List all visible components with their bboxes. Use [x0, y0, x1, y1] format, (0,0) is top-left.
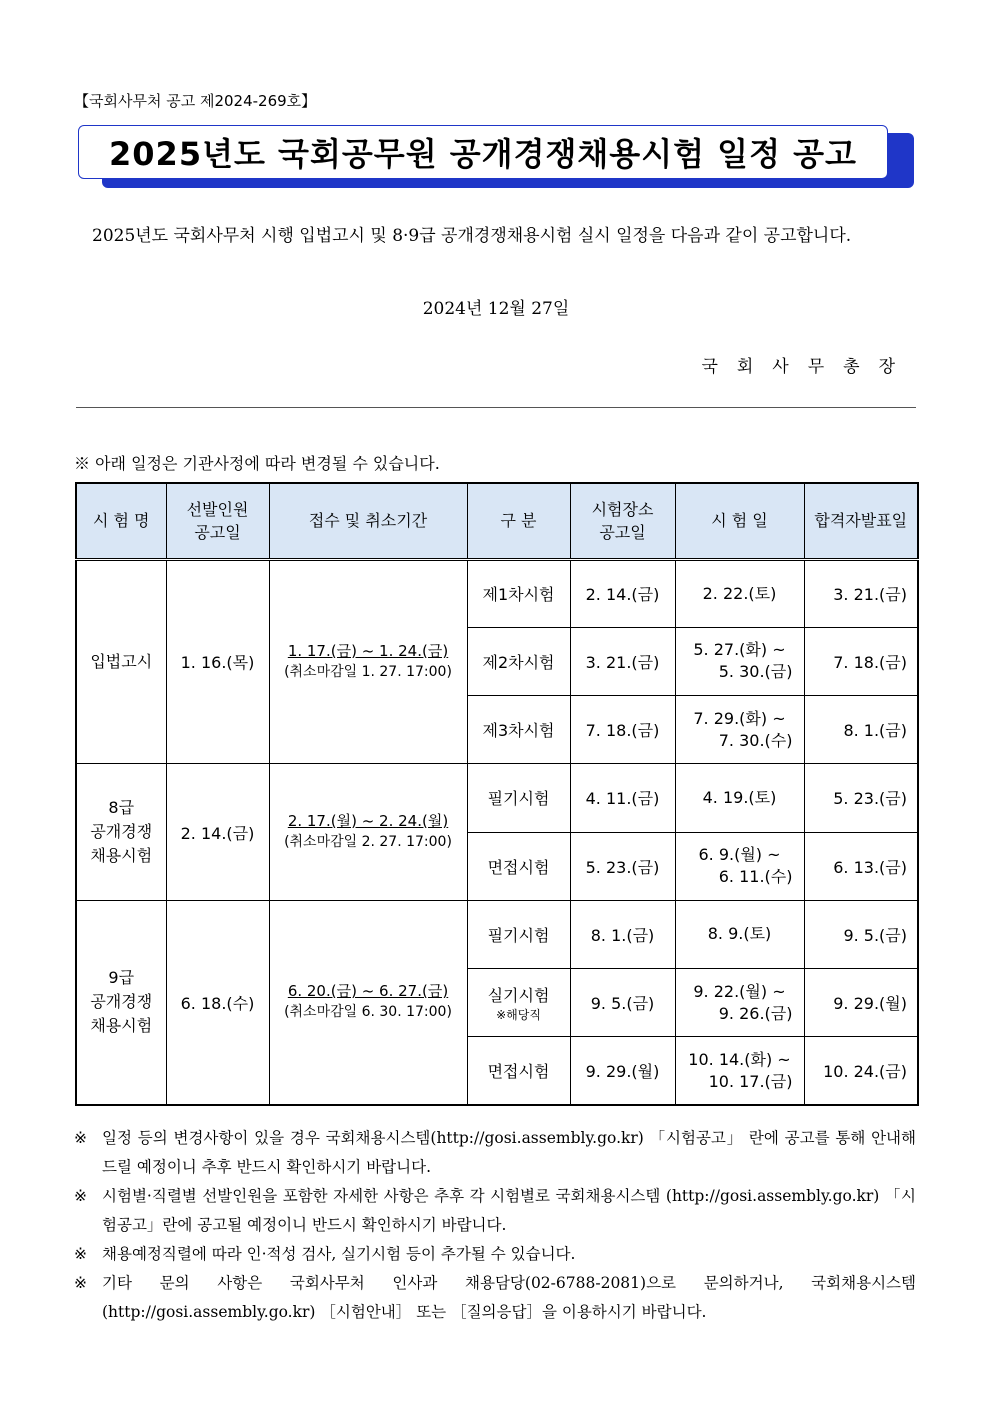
schedule-change-note: ※ 아래 일정은 기관사정에 따라 변경될 수 있습니다.	[74, 454, 440, 473]
exam-schedule-table	[75, 482, 919, 1106]
application-period: 1. 17.(금) ~ 1. 24.(금)	[287, 641, 449, 660]
result-date-cell: 7. 18.(금)	[804, 627, 918, 695]
application-period-cell	[269, 900, 467, 1105]
exam-type-cell	[467, 627, 570, 695]
footnotes	[74, 1124, 916, 1327]
exam-type: 면접시험	[487, 1062, 550, 1082]
cancel-deadline: (취소마감일 1. 27. 17:00)	[284, 663, 452, 680]
exam-date-line: 9. 22.(월) ~	[693, 981, 786, 1001]
exam-date-line: 6. 11.(수)	[718, 867, 793, 887]
footnote-item	[74, 1124, 916, 1182]
header-exam-type: 구 분	[467, 483, 570, 559]
announcement-date-cell: 1. 16.(목)	[166, 559, 269, 764]
exam-name-line: 9급	[108, 968, 135, 988]
exam-date-line: 6. 9.(월) ~	[698, 845, 781, 865]
exam-name-line: 입법고시	[90, 651, 153, 671]
exam-date-cell	[675, 559, 804, 627]
cancel-deadline: (취소마감일 6. 30. 17:00)	[284, 1004, 452, 1021]
exam-name-line: 채용시험	[90, 846, 153, 865]
result-date-cell: 9. 29.(월)	[804, 969, 918, 1037]
exam-date-cell	[675, 764, 804, 832]
footnote-item	[74, 1240, 916, 1269]
application-period: 2. 17.(월) ~ 2. 24.(월)	[287, 812, 449, 830]
venue-announcement-cell: 5. 23.(금)	[570, 832, 675, 900]
table-row	[76, 764, 918, 832]
exam-type: 실기시험	[487, 985, 550, 1005]
footnote-mark: ※	[74, 1129, 87, 1147]
application-period-cell	[269, 559, 467, 764]
notice-number: 【국회사무처 공고 제2024-269호】	[74, 92, 317, 110]
divider-line	[76, 407, 916, 408]
result-date-cell: 10. 24.(금)	[804, 1037, 918, 1105]
result-date-cell: 6. 13.(금)	[804, 832, 918, 900]
venue-announcement-cell: 9. 5.(금)	[570, 969, 675, 1037]
result-date-cell: 9. 5.(금)	[804, 900, 918, 968]
exam-type: 면접시험	[487, 857, 550, 877]
announcement-date-cell: 6. 18.(수)	[166, 900, 269, 1105]
notice-date: 2024년 12월 27일	[422, 299, 570, 319]
venue-announcement-cell: 4. 11.(금)	[570, 764, 675, 832]
exam-date-line: 7. 29.(화) ~	[693, 708, 786, 728]
title-box	[78, 125, 888, 179]
exam-date-cell	[675, 832, 804, 900]
exam-type-cell	[467, 1037, 570, 1105]
result-date-cell: 8. 1.(금)	[804, 696, 918, 764]
exam-type-cell	[467, 900, 570, 968]
exam-type-note: ※해당직	[496, 1007, 541, 1022]
header-exam-name: 시 험 명	[76, 483, 166, 559]
exam-date-line: 7. 30.(수)	[718, 730, 793, 750]
table-header-row	[76, 483, 918, 559]
exam-type-cell	[467, 696, 570, 764]
issuer-name: 국회사무총장	[701, 357, 914, 377]
intro-paragraph: 2025년도 국회사무처 시행 입법고시 및 8·9급 공개경쟁채용시험 실시 일정을 다음과 같이 공고합니다.	[92, 226, 852, 246]
exam-date-line: 9. 26.(금)	[718, 1003, 793, 1023]
exam-name-line: 채용시험	[90, 1016, 153, 1036]
footnote-text: 일정 등의 변경사항이 있을 경우 국회채용시스템(http://gosi.assembly.go.kr) 「시험공고」 란에 공고를 통해 안내해드릴 예정이니 추후 반드시 확인하시기 바랍니다.	[102, 1129, 916, 1176]
footnote-text: 시험별·직렬별 선발인원을 포함한 자세한 사항은 추후 각 시험별로 국회채용시스템 (http://gosi.assembly.go.kr) 「시험공고」란에 공고될 예정이니 반드시 확인하시기 바랍니다.	[102, 1187, 916, 1234]
announcement-date-cell: 2. 14.(금)	[166, 764, 269, 901]
exam-date-line: 10. 14.(화) ~	[688, 1049, 791, 1069]
footnote-item	[74, 1269, 916, 1327]
footnote-mark: ※	[74, 1187, 87, 1205]
exam-date-cell	[675, 1037, 804, 1105]
result-date-cell: 5. 23.(금)	[804, 764, 918, 832]
result-date-cell: 3. 21.(금)	[804, 559, 918, 627]
exam-date-line: 2. 22.(토)	[702, 583, 777, 603]
exam-name-line: 공개경쟁	[90, 822, 153, 841]
header-application-period: 접수 및 취소기간	[269, 483, 467, 559]
footnote-mark: ※	[74, 1245, 87, 1263]
page-title: 2025년도 국회공무원 공개경쟁채용시험 일정 공고	[109, 135, 857, 173]
exam-date-cell	[675, 900, 804, 968]
cancel-deadline: (취소마감일 2. 27. 17:00)	[284, 834, 452, 850]
exam-date-line: 5. 30.(금)	[718, 662, 793, 682]
header-result-date: 합격자발표일	[804, 483, 918, 559]
application-period-cell	[269, 764, 467, 901]
venue-announcement-cell: 3. 21.(금)	[570, 627, 675, 695]
header-venue-announcement: 시험장소 공고일	[570, 483, 675, 559]
application-period: 6. 20.(금) ~ 6. 27.(금)	[287, 982, 449, 1001]
exam-name-cell	[76, 900, 166, 1105]
exam-date-line: 8. 9.(토)	[707, 924, 772, 944]
exam-type-cell	[467, 559, 570, 627]
exam-type: 제3차시험	[482, 721, 555, 741]
footnote-item	[74, 1182, 916, 1240]
venue-announcement-cell: 8. 1.(금)	[570, 900, 675, 968]
exam-date-cell	[675, 627, 804, 695]
exam-type-cell	[467, 969, 570, 1037]
exam-name-cell	[76, 559, 166, 764]
footnote-text: 채용예정직렬에 따라 인·적성 검사, 실기시험 등이 추가될 수 있습니다.	[102, 1245, 576, 1263]
footnote-text: 기타 문의 사항은 국회사무처 인사과 채용담당(02-6788-2081)으로 문의하거나, 국회채용시스템 (http://gosi.assembly.go.kr) ［시험안내］ 또는 ［질의응답］을 이용하시기 바랍니다.	[102, 1274, 916, 1321]
exam-date-line: 5. 27.(화) ~	[693, 640, 786, 660]
header-announcement-date: 선발인원 공고일	[166, 483, 269, 559]
exam-date-cell	[675, 969, 804, 1037]
exam-name-line: 공개경쟁	[90, 992, 153, 1012]
exam-date-line: 4. 19.(토)	[702, 787, 777, 807]
venue-announcement-cell: 2. 14.(금)	[570, 559, 675, 627]
exam-type: 제1차시험	[482, 585, 555, 605]
venue-announcement-cell: 9. 29.(월)	[570, 1037, 675, 1105]
exam-type-cell	[467, 832, 570, 900]
exam-type-cell	[467, 764, 570, 832]
footnote-mark: ※	[74, 1274, 87, 1292]
header-exam-date: 시 험 일	[675, 483, 804, 559]
exam-type: 필기시험	[487, 925, 550, 945]
exam-date-cell	[675, 696, 804, 764]
exam-date-line: 10. 17.(금)	[708, 1071, 793, 1091]
venue-announcement-cell: 7. 18.(금)	[570, 696, 675, 764]
exam-name-cell	[76, 764, 166, 901]
exam-type: 제2차시험	[482, 652, 555, 672]
exam-name-line: 8급	[108, 798, 135, 817]
table-row	[76, 900, 918, 968]
table-row	[76, 559, 918, 627]
exam-type: 필기시험	[487, 789, 550, 809]
